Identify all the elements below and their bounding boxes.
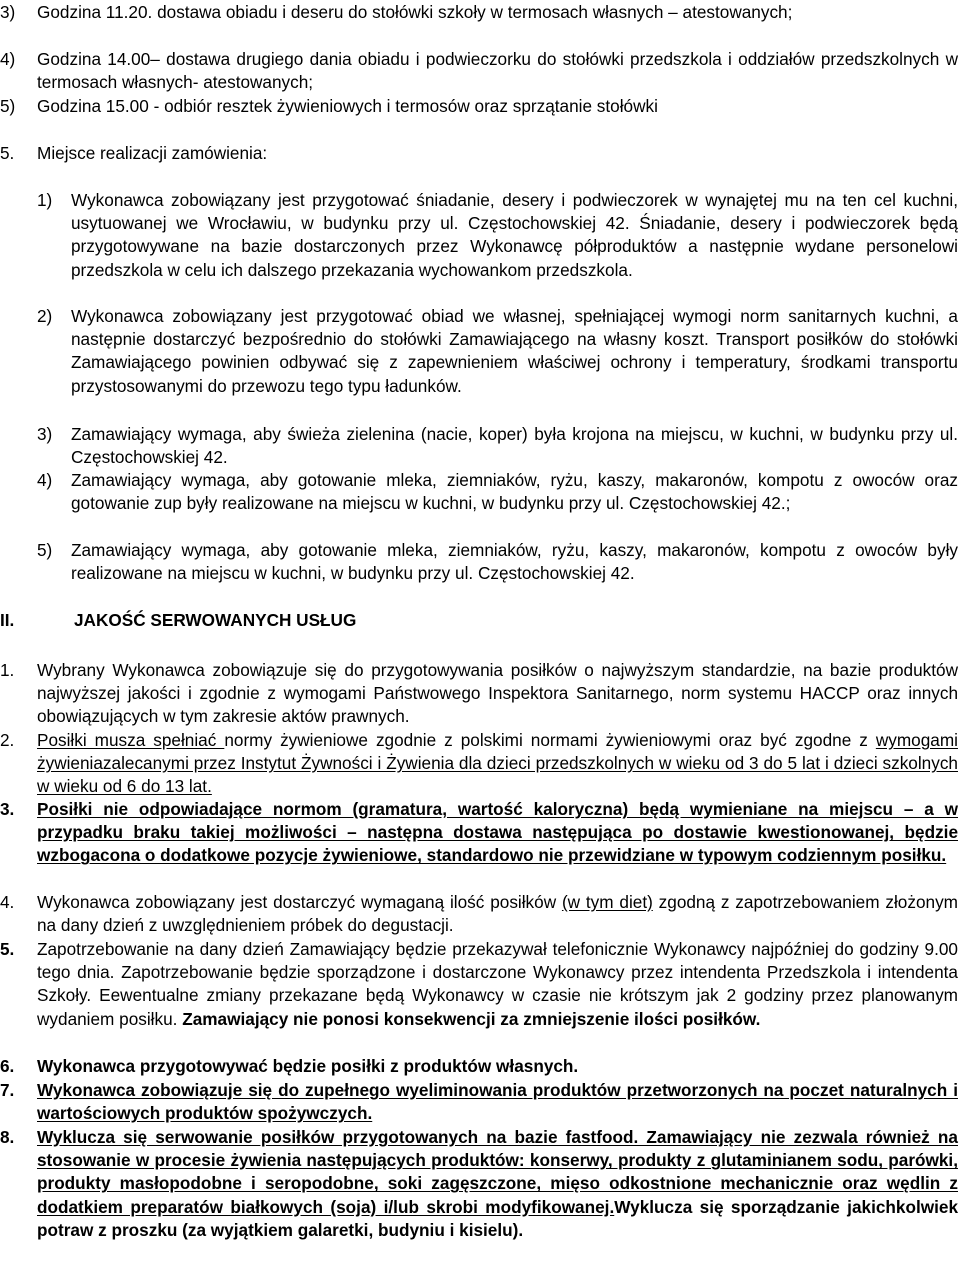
list-text: Wykonawca przygotowywać będzie posiłki z produktów własnych. bbox=[37, 1056, 579, 1076]
underlined-text: wymogami żywieniazalecanymi przez Instytut Żywności i Żywienia dla dzieci przedszkolnych w wieku od 3 do 5 lat i dzieci szkolnych w wieku od 6 do 13 lat. bbox=[37, 730, 958, 797]
list-text: Godzina 15.00 - odbiór resztek żywieniowych i termosów oraz sprzątanie stołówki bbox=[37, 96, 658, 116]
plain-text: Wykonawca zobowiązany jest dostarczyć wymaganą ilość posiłków bbox=[37, 892, 562, 912]
section-number: 5. bbox=[0, 143, 15, 163]
list-item bbox=[37, 189, 958, 282]
plain-text: Zapotrzebowanie na dany dzień Zamawiający będzie przekazywał telefonicznie Wykonawcy najpóźniej do godziny 9.00 tego dnia. Zapotrzebowanie będzie sporządzone i dostarczone Wykonawcy przez intendenta Przedszkola i intendenta Szkoły. Eewentualne zmiany przekazane będą Wykonawcy w czasie nie krótszym jak 2 godziny przez planowanym wydaniem posiłku. bbox=[37, 939, 958, 1029]
list-item bbox=[0, 48, 958, 94]
list-number: 4) bbox=[0, 49, 16, 69]
bold-text: Zamawiający nie ponosi konsekwencji za zmniejszenie ilości posiłków. bbox=[182, 1008, 761, 1029]
list-text: Wykonawca zobowiązany jest przygotować obiad we własnej, spełniającej wymogi norm sanitarnych kuchni, a następnie dostarczyć bezpośrednio do stołówki Zamawiającego na własny koszt. Transport posiłków do stołówki Zamawiającego powinien odbywać się z zapewnieniem właściwej ochrony i temperatury, środkami transportu przystosowanymi do przewozu tego typu ładunków. bbox=[71, 306, 958, 396]
list-item bbox=[0, 95, 958, 118]
list-text: Zamawiający wymaga, aby gotowanie mleka, ziemniaków, ryżu, kaszy, makaronów, kompotu z owoców oraz gotowanie zup były realizowane na miejscu w kuchni, w budynku przy ul. Częstochowskiej 42.; bbox=[71, 470, 958, 514]
list-text bbox=[37, 729, 958, 799]
list-number: 6. bbox=[0, 1056, 15, 1076]
list-number: 3) bbox=[0, 2, 16, 22]
list-text: Wybrany Wykonawca zobowiązuje się do przygotowywania posiłków o najwyższym standardzie, na bazie produktów najwyższej jakości i zgodnie z wymogami Państwowego Inspektora Sanitarnego, norm systemu HACCP oraz innych obowiązujących w tym zakresie aktów prawnych. bbox=[37, 660, 958, 727]
plain-text: zgodną z zapotrzebowaniem złożonym na dany dzień z uwzględnieniem próbek do degustacji. bbox=[37, 892, 958, 936]
section-title: Miejsce realizacji zamówienia: bbox=[37, 143, 268, 163]
list-text: Zamawiający wymaga, aby gotowanie mleka, ziemniaków, ryżu, kaszy, makaronów, kompotu z owoców były realizowane na miejscu w kuchni, w budynku przy ul. Częstochowskiej 42. bbox=[71, 540, 958, 584]
list-item bbox=[0, 1126, 958, 1242]
list-number: 5) bbox=[37, 540, 53, 560]
list-item bbox=[0, 1055, 958, 1078]
list-number: 4. bbox=[0, 892, 15, 912]
list-number: 2. bbox=[0, 730, 15, 750]
list-number: 8. bbox=[0, 1127, 15, 1147]
list-item bbox=[0, 729, 958, 799]
section-heading bbox=[0, 609, 958, 632]
list-text bbox=[37, 891, 958, 937]
list-text: Godzina 14.00– dostawa drugiego dania obiadu i podwieczorku do stołówki przedszkola i oddziałów przedszkolnych w termosach własnych- atestowanych; bbox=[37, 49, 958, 93]
underlined-text: Wyklucza się serwowanie posiłków przygotowanych na bazie fastfood. Zamawiający nie zezwala również na stosowanie w procesie żywienia następujących produktów: konserwy, produkty z glutaminianem sodu, parówki, produkty masłopodobne i seropodobne, soki zagęszczone, mięso odkostnione mechanicznie oraz wędlin z dodatkiem preparatów białkowych (soja) i/lub skrobi modyfikowanej. bbox=[37, 1127, 958, 1217]
section-heading bbox=[0, 142, 958, 165]
list-number: 3) bbox=[37, 424, 53, 444]
list-text bbox=[37, 1126, 958, 1242]
list-item bbox=[0, 1, 958, 24]
list-item bbox=[37, 539, 958, 585]
list-number: 3. bbox=[0, 799, 15, 819]
underlined-text: Posiłki musza spełniać bbox=[37, 730, 225, 750]
list-item bbox=[0, 1079, 958, 1125]
list-item bbox=[0, 798, 958, 868]
list-number: 5. bbox=[0, 939, 15, 959]
list-item bbox=[37, 469, 958, 515]
list-text: Posiłki nie odpowiadające normom (gramatura, wartość kaloryczna) będą wymieniane na miejscu – a w przypadku braku takiej możliwości – następna dostawa następująca po dostawie kwestionowanej, będzie wzbogacona o dodatkowe pozycje żywieniowe, standardowo nie przewidziane w typowym codziennym posiłku. bbox=[37, 799, 958, 866]
list-number: 1) bbox=[37, 190, 53, 210]
list-number: 2) bbox=[37, 306, 53, 326]
list-text: Wykonawca zobowiązuje się do zupełnego wyeliminowania produktów przetworzonych na poczet naturalnych i wartościowych produktów spożywczych. bbox=[37, 1080, 958, 1124]
underlined-text: (w tym diet) bbox=[561, 892, 653, 912]
list-item bbox=[0, 891, 958, 937]
list-number: 4) bbox=[37, 470, 53, 490]
list-item bbox=[37, 423, 958, 469]
list-text: Wykonawca zobowiązany jest przygotować śniadanie, desery i podwieczorek w wynajętej mu na ten cel kuchni, usytuowanej we Wrocławiu, w budynku przy ul. Częstochowskiej 42. Śniadanie, desery i podwieczorek będą przygotowywane na bazie dostarczonych przez Wykonawcę półproduktów a następnie wydane personelowi przedszkola w celu ich dalszego przekazania wychowankom przedszkola. bbox=[71, 190, 958, 280]
list-text: Godzina 11.20. dostawa obiadu i deseru do stołówki szkoły w termosach własnych – atestowanych; bbox=[37, 2, 793, 22]
list-number: 1. bbox=[0, 660, 15, 680]
list-text: Zamawiający wymaga, aby świeża zielenina (nacie, koper) była krojona na miejscu, w kuchni, w budynku przy ul. Częstochowskiej 42. bbox=[71, 424, 958, 468]
section-number: II. bbox=[0, 610, 15, 630]
list-item bbox=[37, 305, 958, 398]
plain-text: normy żywieniowe zgodnie z polskimi normami żywieniowymi oraz być zgodne z bbox=[224, 730, 876, 750]
list-item bbox=[0, 938, 958, 1031]
list-number: 5) bbox=[0, 96, 16, 116]
plain-text: Wyklucza się sporządzanie jakichkolwiek potraw z proszku (za wyjątkiem galaretki, budyniu i kisielu). bbox=[37, 1196, 958, 1240]
section-title: JAKOŚĆ SERWOWANYCH USŁUG bbox=[74, 610, 357, 630]
list-number: 7. bbox=[0, 1080, 15, 1100]
list-item bbox=[0, 659, 958, 729]
list-text bbox=[37, 938, 958, 1031]
